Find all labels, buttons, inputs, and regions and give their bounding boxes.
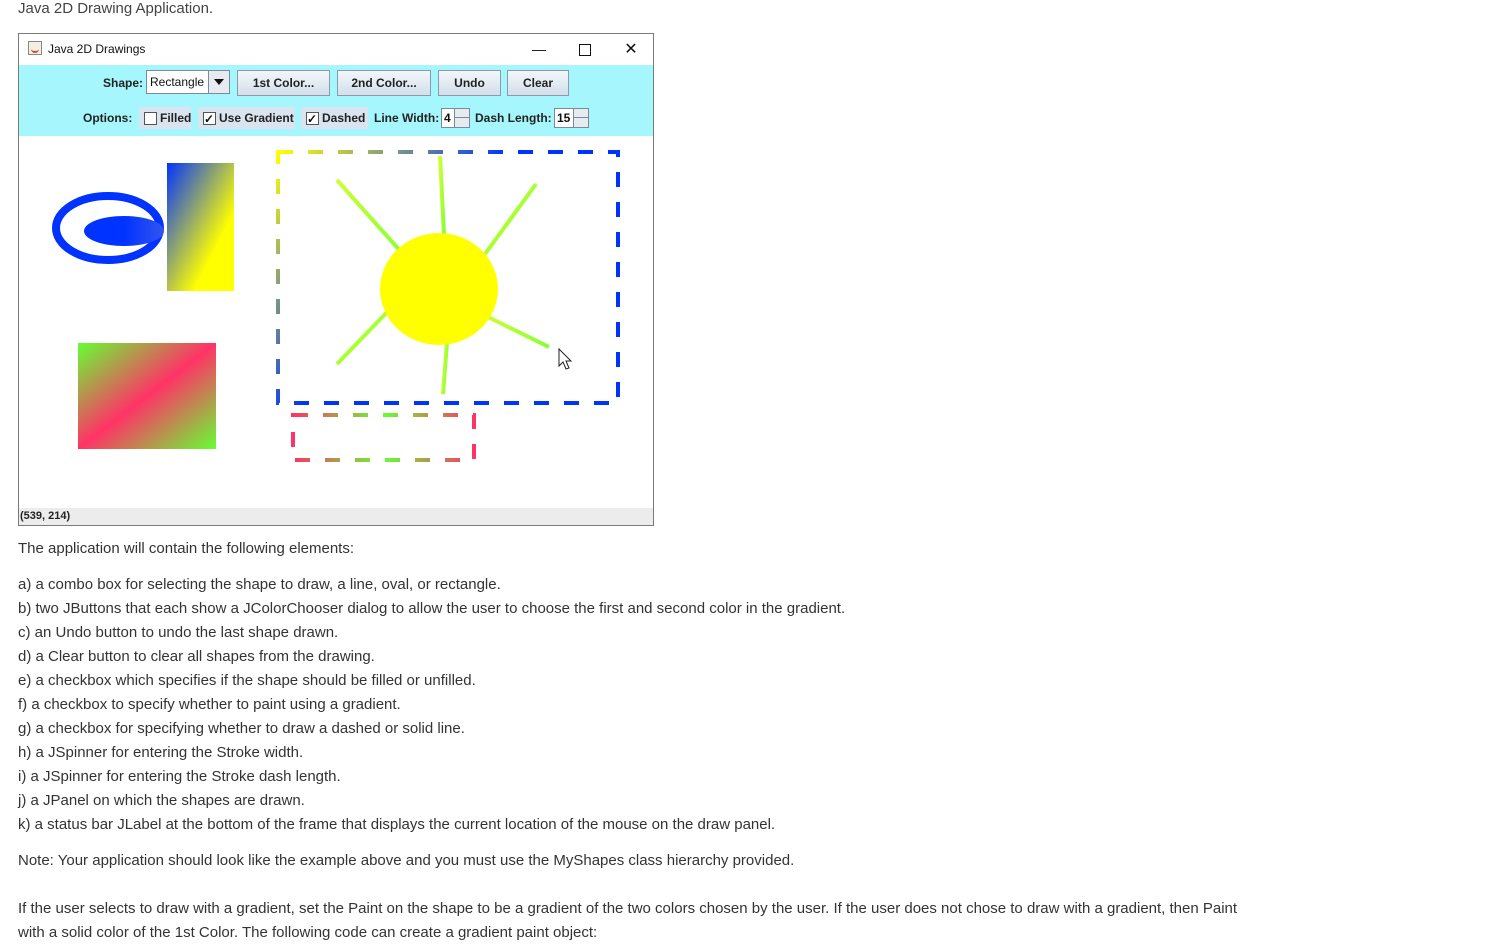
dash-length-label: Dash Length: xyxy=(475,111,552,125)
filled-label: Filled xyxy=(160,111,192,125)
doc-item-k: k) a status bar JLabel at the bottom of the frame that displays the current location of the mouse on the draw panel. xyxy=(18,816,776,833)
filled-check-box[interactable] xyxy=(144,112,157,125)
doc-item-f: f) a checkbox to specify whether to paint using a gradient. xyxy=(18,696,401,713)
window-title: Java 2D Drawings xyxy=(48,42,146,56)
doc-item-e: e) a checkbox which specifies if the shape should be filled or unfilled. xyxy=(18,672,476,689)
line-width-value: 4 xyxy=(444,111,451,125)
options-label: Options: xyxy=(83,111,133,125)
draw-panel[interactable] xyxy=(19,136,653,508)
small-dashed-rectangle-shape xyxy=(293,415,474,460)
line-width-label: Line Width: xyxy=(374,111,440,125)
doc-item-j: j) a JPanel on which the shapes are drawn. xyxy=(18,792,305,809)
doc-item-b: b) two JButtons that each show a JColorChooser dialog to allow the user to choose the first and second color in the gradient. xyxy=(18,600,846,617)
maximize-button[interactable] xyxy=(562,34,608,65)
java-window xyxy=(18,33,654,526)
use-gradient-checkbox[interactable] xyxy=(198,107,295,129)
dashed-checkbox[interactable] xyxy=(301,107,368,129)
chevron-down-icon[interactable] xyxy=(208,71,229,93)
doc-item-i: i) a JSpinner for entering the Stroke dash length. xyxy=(18,768,341,785)
doc-item-g: g) a checkbox for specifying whether to draw a dashed or solid line. xyxy=(18,720,465,737)
doc-paragraph-line-1: If the user selects to draw with a gradient, set the Paint on the shape to be a gradient of the two colors chosen by the user. If the user does not chose to draw with a gradient, then Paint xyxy=(18,900,1238,917)
doc-item-d: d) a Clear button to clear all shapes from the drawing. xyxy=(18,648,375,665)
doc-paragraph-line-2: with a solid color of the 1st Color. The following code can create a gradient paint object: xyxy=(18,924,598,941)
dash-length-value: 15 xyxy=(557,111,571,125)
dashed-check-box[interactable] xyxy=(306,112,319,125)
close-button[interactable]: ✕ xyxy=(624,41,638,58)
mouse-cursor-icon xyxy=(559,349,571,369)
spinner-arrows-icon[interactable] xyxy=(454,109,469,127)
use-gradient-label: Use Gradient xyxy=(219,111,294,125)
maximize-icon xyxy=(579,44,591,56)
document-heading: Java 2D Drawing Application. xyxy=(18,0,214,17)
shape-label: Shape: xyxy=(103,76,144,90)
java-app-icon xyxy=(28,41,42,55)
doc-note: Note: Your application should look like the example above and you must use the MyShapes class hierarchy provided. xyxy=(18,852,795,869)
green-pink-rectangle-shape xyxy=(78,343,216,449)
gradient-rectangle-shape xyxy=(167,163,234,291)
dash-length-spinner[interactable] xyxy=(554,108,589,128)
doc-item-c: c) an Undo button to undo the last shape drawn. xyxy=(18,624,339,641)
doc-item-h: h) a JSpinner for entering the Stroke width. xyxy=(18,744,304,761)
shape-combo-value: Rectangle xyxy=(150,75,205,89)
toolbar-panel xyxy=(19,65,653,136)
doc-intro: The application will contain the following elements: xyxy=(18,540,355,557)
minimize-button[interactable]: — xyxy=(532,41,546,57)
undo-button[interactable]: Undo xyxy=(438,70,501,96)
first-color-button[interactable]: 1st Color... xyxy=(237,70,330,96)
sun-oval-shape xyxy=(380,233,498,345)
doc-item-a: a) a combo box for selecting the shape to draw, a line, oval, or rectangle. xyxy=(18,576,501,593)
gradient-check-box[interactable] xyxy=(203,112,216,125)
second-color-button[interactable]: 2nd Color... xyxy=(337,70,431,96)
mouse-position-label: (539, 214) xyxy=(20,510,71,522)
title-bar[interactable] xyxy=(19,34,653,65)
shape-combo-box[interactable] xyxy=(146,70,230,94)
status-bar xyxy=(19,508,653,525)
line-width-spinner[interactable] xyxy=(441,108,470,128)
clear-button[interactable]: Clear xyxy=(507,70,569,96)
filled-checkbox[interactable] xyxy=(139,107,191,129)
filled-oval-shape xyxy=(84,216,164,246)
drawing-surface[interactable] xyxy=(19,136,653,508)
spinner-arrows-icon[interactable] xyxy=(573,109,588,127)
dashed-label: Dashed xyxy=(322,111,366,125)
